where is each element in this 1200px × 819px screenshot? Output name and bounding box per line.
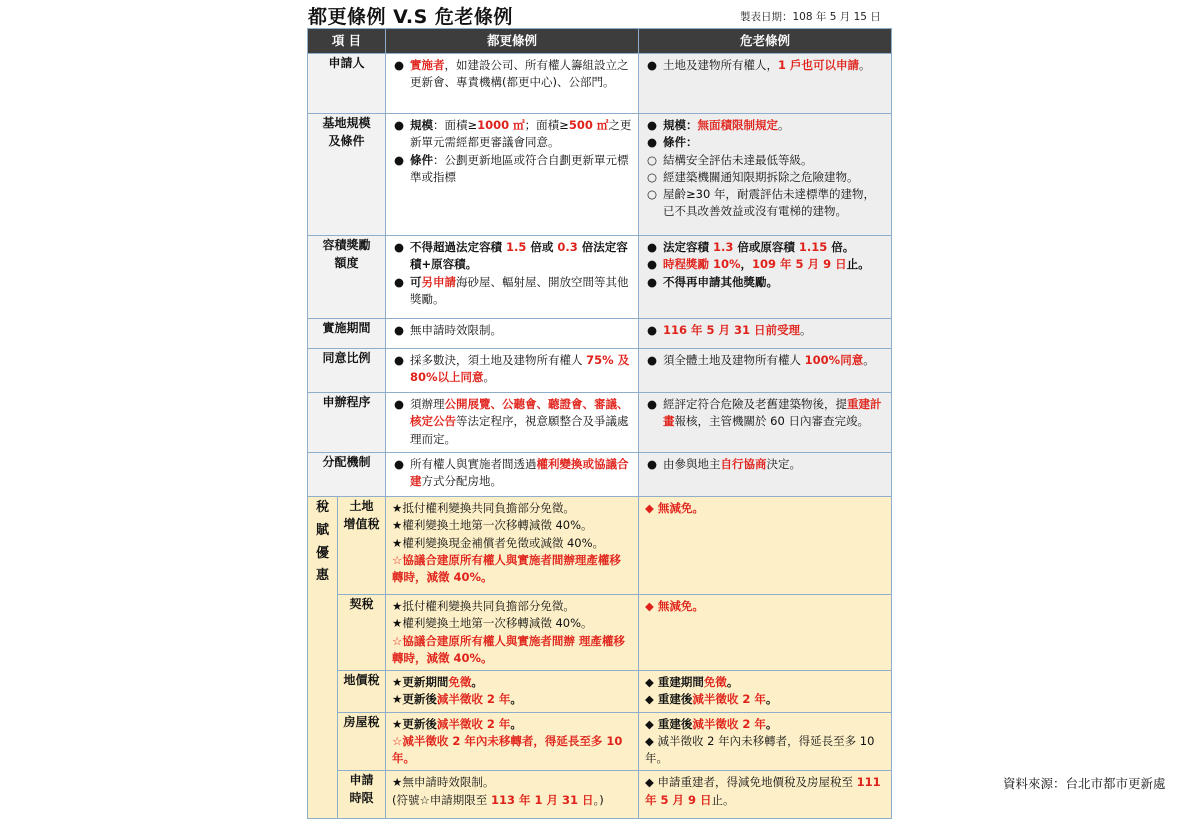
cell: ★無申請時效限制。 (符號☆申請期限至 113 年 1 月 31 日。) <box>386 771 639 819</box>
cell: ★抵付權利變換共同負擔部分免徵。 ★權利變換土地第一次移轉減徵 40%。 ★權利變換現金補償者免徵或減徵 40%。 ☆協議合建原所有權人與實施者間辦理產權移轉時，減徵 40%。 <box>386 497 639 595</box>
circle-icon: ○ <box>646 152 658 167</box>
circle-icon: ○ <box>646 169 658 184</box>
bullet-icon: ● <box>646 274 658 289</box>
bullet-icon: ● <box>393 457 405 471</box>
bullet-icon: ● <box>393 323 405 337</box>
cell: ★更新後減半徵收 2 年。 ☆減半徵收 2 年內未移轉者，得延長至多 10 年。 <box>386 712 639 771</box>
header-urban-renewal: 都更條例 <box>386 29 639 54</box>
table-row <box>308 319 892 349</box>
date-label: 製表日期：108 年 5 月 15 日 <box>740 11 881 23</box>
table-row <box>308 54 892 114</box>
row-label: 實施期間 <box>308 319 386 349</box>
row-label: 容積獎勵 額度 <box>308 236 386 319</box>
cell: ● 採多數決，須土地及建物所有權人 75% 及 80%以上同意。 <box>386 349 639 393</box>
table-row <box>308 671 892 713</box>
cell: ● 實施者，如建設公司、所有權人籌組設立之更新會、專責機構(都更中心)、公部門。 <box>386 54 639 114</box>
tax-row-label: 申請 時限 <box>338 771 386 819</box>
bullet-icon: ● <box>646 353 658 367</box>
bullet-icon: ● <box>393 274 405 289</box>
tax-row-label: 房屋稅 <box>338 712 386 771</box>
bullet-icon: ● <box>393 397 405 411</box>
table-row <box>308 393 892 453</box>
cell: ● 規模：面積≥1000 ㎡；面積≥500 ㎡之更新單元需經都更審議會同意。 ● 條件：公劃更新地區或符合自劃更新單元標準或指標 <box>386 114 639 236</box>
cell: ● 須全體土地及建物所有權人 100%同意。 <box>639 349 892 393</box>
cell: ● 土地及建物所有權人，1 戶也可以申請。 <box>639 54 892 114</box>
cell: ◆ 無減免。 <box>639 595 892 671</box>
bullet-icon: ● <box>646 135 658 150</box>
cell: ● 由參與地主自行協商決定。 <box>639 453 892 497</box>
table-header-row <box>308 29 892 54</box>
row-label: 分配機制 <box>308 453 386 497</box>
row-label: 同意比例 <box>308 349 386 393</box>
bullet-icon: ● <box>646 118 658 132</box>
table-row <box>308 114 892 236</box>
comparison-table <box>307 28 892 819</box>
bullet-icon: ● <box>646 240 658 254</box>
source-note: 資料來源：台北市都市更新處 <box>1003 776 1166 791</box>
page-title: 都更條例 V.S 危老條例 <box>308 6 513 28</box>
cell: ● 須辦理公開展覽、公聽會、聽證會、審議、核定公告等法定程序，視意願整合及爭議處理而定。 <box>386 393 639 453</box>
cell: ● 無申請時效限制。 <box>386 319 639 349</box>
row-label: 申請人 <box>308 54 386 114</box>
cell: ● 不得超過法定容積 1.5 倍或 0.3 倍法定容積+原容積。 ● 可另申請海砂屋、輻射屋、開放空間等其他獎勵。 <box>386 236 639 319</box>
table-row <box>308 712 892 771</box>
tax-section-label: 稅 賦 優 惠 <box>308 497 338 819</box>
bullet-icon: ● <box>393 152 405 167</box>
tax-row-label: 契稅 <box>338 595 386 671</box>
circle-icon: ○ <box>646 187 658 201</box>
table-row <box>308 497 892 595</box>
cell: ★更新期間免徵。 ★更新後減半徵收 2 年。 <box>386 671 639 713</box>
tax-row-label: 土地 增值稅 <box>338 497 386 595</box>
row-label: 申辦程序 <box>308 393 386 453</box>
table-row <box>308 595 892 671</box>
bullet-icon: ● <box>393 118 405 132</box>
cell: ◆ 重建期間免徵。 ◆ 重建後減半徵收 2 年。 <box>639 671 892 713</box>
cell: ● 規模：無面積限制規定。 ● 條件： ○ 結構安全評估未達最低等級。 ○ 經建築機關通知限期拆除之危險建物。 ○ 屋齡≥30 年，耐震評估未達標準的建物， 已不具改善效益或沒有電梯的建物。 <box>639 114 892 236</box>
bullet-icon: ● <box>393 353 405 367</box>
cell: ★抵付權利變換共同負擔部分免徵。 ★權利變換土地第一次移轉減徵 40%。 ☆協議合建原所有權人與實施者間辦 理產權移轉時，減徵 40%。 <box>386 595 639 671</box>
cell: ◆ 無減免。 <box>639 497 892 595</box>
cell: ◆ 重建後減半徵收 2 年。 ◆ 減半徵收 2 年內未移轉者，得延長至多 10 年。 <box>639 712 892 771</box>
bullet-icon: ● <box>646 257 658 272</box>
cell: ● 所有權人與實施者間透過權利變換或協議合建方式分配房地。 <box>386 453 639 497</box>
table-row <box>308 236 892 319</box>
cell: ● 116 年 5 月 31 日前受理。 <box>639 319 892 349</box>
bullet-icon: ● <box>646 58 658 72</box>
bullet-icon: ● <box>393 58 405 72</box>
table-row <box>308 453 892 497</box>
table-row <box>308 771 892 819</box>
tax-row-label: 地價稅 <box>338 671 386 713</box>
row-label: 基地規模 及條件 <box>308 114 386 236</box>
bullet-icon: ● <box>393 240 405 254</box>
cell: ● 經評定符合危險及老舊建築物後，提重建計畫報核，主管機關於 60 日內審查完竣。 <box>639 393 892 453</box>
table-row <box>308 349 892 393</box>
cell: ● 法定容積 1.3 倍或原容積 1.15 倍。 ● 時程獎勵 10%，109 年 5 月 9 日止。 ● 不得再申請其他獎勵。 <box>639 236 892 319</box>
cell: ◆ 申請重建者，得減免地價稅及房屋稅至 111 年 5 月 9 日止。 <box>639 771 892 819</box>
bullet-icon: ● <box>646 457 658 471</box>
header-dangerous-old: 危老條例 <box>639 29 892 54</box>
bullet-icon: ● <box>646 323 658 337</box>
bullet-icon: ● <box>646 397 658 411</box>
header-item: 項 目 <box>308 29 386 54</box>
